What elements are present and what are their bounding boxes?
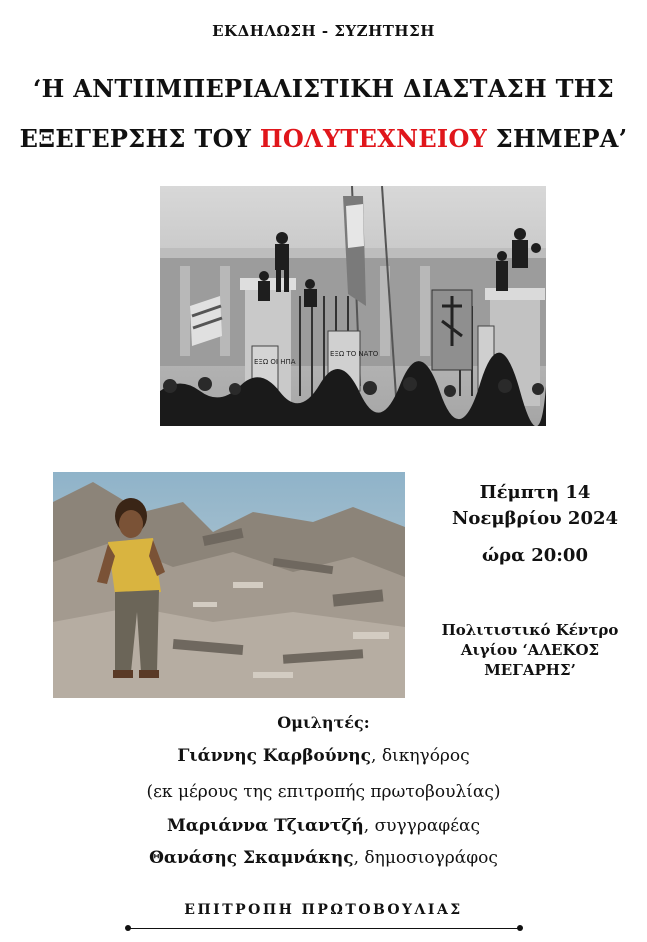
speaker-2 (0, 816, 647, 836)
venue-line-1: Πολιτιστικό Κέντρο (441, 621, 619, 639)
speaker-3-name: Θανάσης Σκαμνάκης (149, 848, 354, 868)
venue-line-3: ΜΕΓΑΡΗΣ’ (484, 661, 576, 679)
event-time: ώρα 20:00 (482, 545, 588, 566)
event-type-heading: ΕΚΔΗΛΩΣΗ - ΣΥΖΗΤΗΣΗ (212, 22, 435, 40)
banner-text-2: ΕΞΩ ΤΟ ΝΑΤΟ (330, 350, 379, 358)
event-date-line-1: Πέμπτη 14 (479, 482, 591, 503)
speaker-1-name: Γιάννης Καρβούνης (177, 746, 372, 766)
speaker-1 (0, 746, 647, 766)
divider-dot-right (517, 925, 523, 931)
speaker-2-name: Μαριάννα Τζιαντζή (166, 816, 364, 836)
organizer-name: ΕΠΙΤΡΟΠΗ ΠΡΩΤΟΒΟΥΛΙΑΣ (184, 902, 463, 918)
title-highlight: ΠΟΛΥΤΕΧΝΕΙΟΥ (259, 124, 488, 153)
banner-text-1: ΕΞΩ ΟΙ ΗΠΑ (254, 358, 296, 366)
speaker-2-role: , συγγραφέας (363, 816, 481, 836)
footer-divider (128, 928, 520, 929)
event-date-line-2: Νοεμβρίου 2024 (451, 508, 619, 529)
photo-child-in-rubble (53, 472, 405, 698)
speaker-3-role: , δημοσιογράφος (353, 848, 498, 868)
divider-dot-left (125, 925, 131, 931)
speaker-3 (0, 848, 647, 868)
photo-polytechnic-gate (160, 186, 546, 426)
speaker-1-role: , δικηγόρος (371, 746, 470, 766)
title-line-1: ‘Η ΑΝΤΙΙΜΠΕΡΙΑΛΙΣΤΙΚΗ ΔΙΑΣΤΑΣΗ ΤΗΣ (32, 74, 615, 103)
title-line-2-after: ΣΗΜΕΡΑ’ (487, 124, 628, 153)
title-line-2 (0, 124, 647, 153)
speakers-label: Ομιλητές: (277, 713, 370, 732)
venue-line-2: Αιγίου ‘ΑΛΕΚΟΣ (460, 641, 600, 659)
title-line-2-before: ΕΞΕΓΕΡΣΗΣ ΤΟΥ (19, 124, 260, 153)
speaker-1-note: (εκ μέρους της επιτροπής πρωτοβουλίας) (146, 782, 501, 802)
